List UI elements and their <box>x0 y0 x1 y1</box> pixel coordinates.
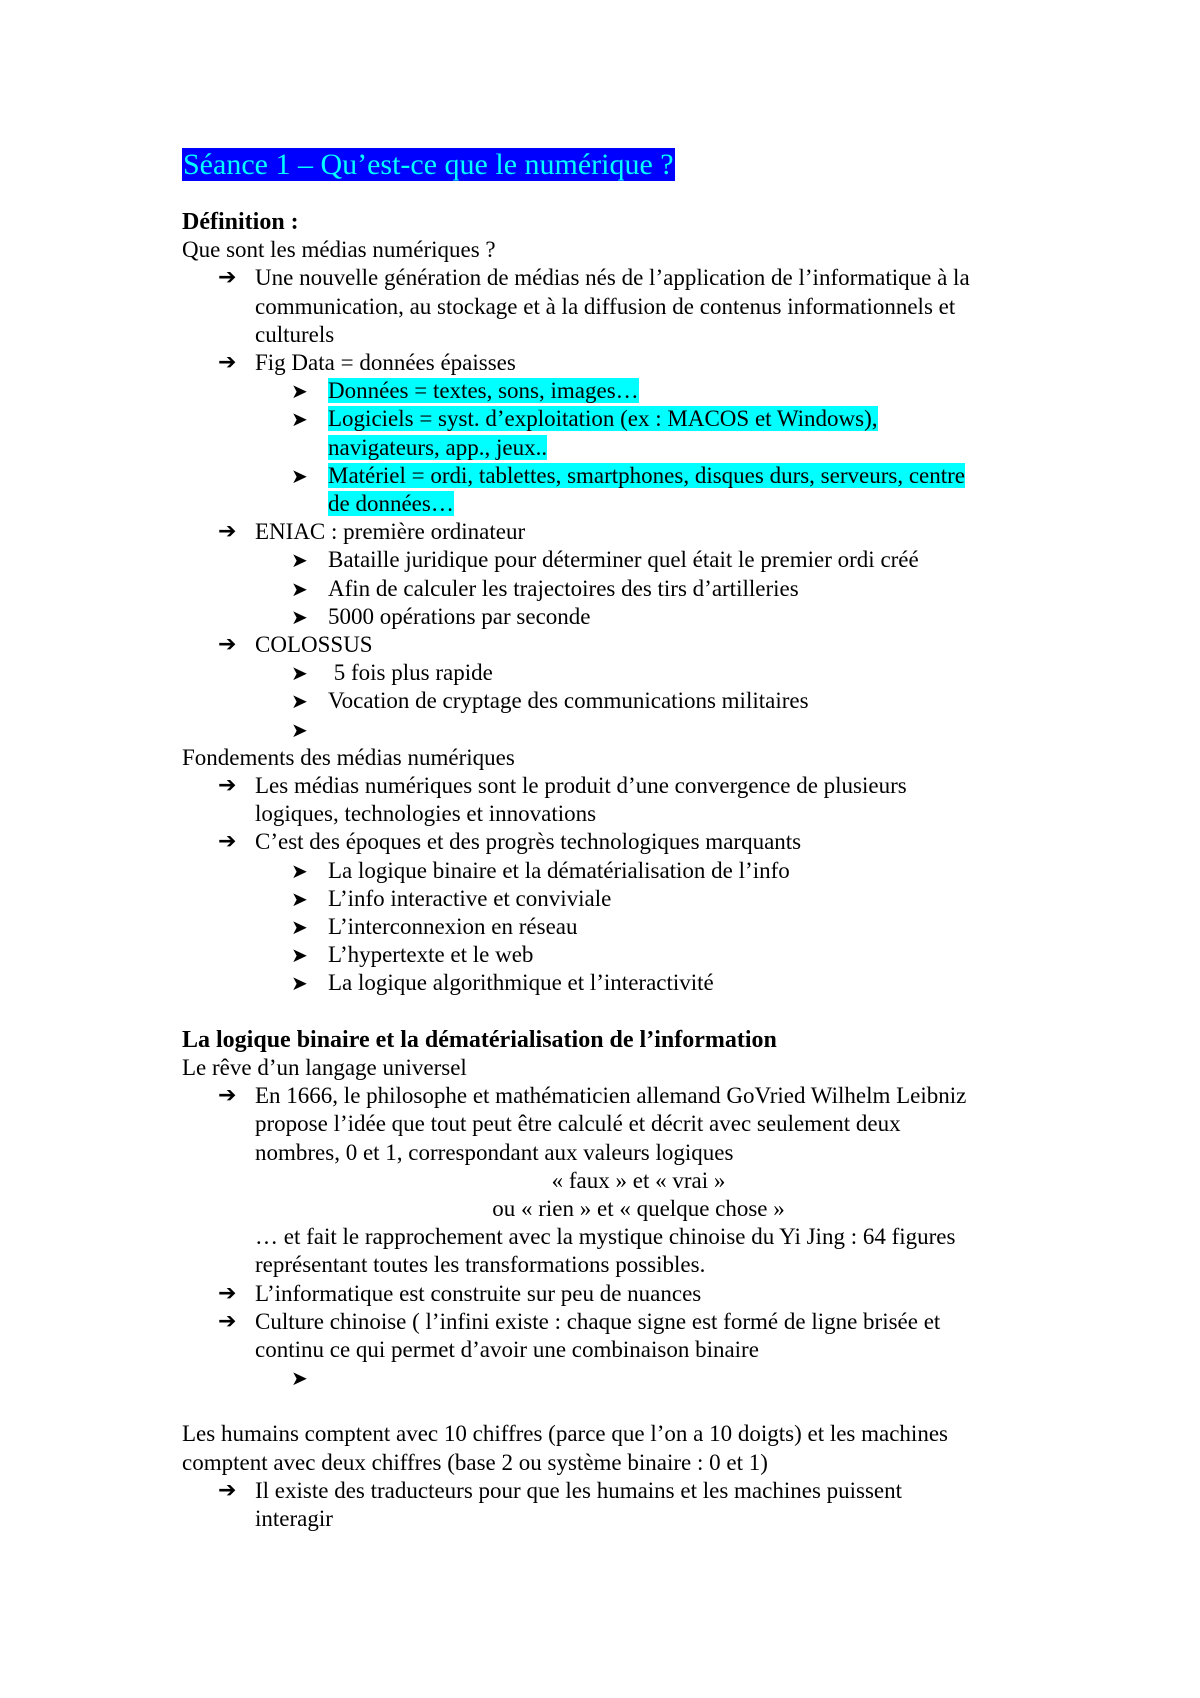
chevron-bullet-icon: ➤ <box>291 661 308 686</box>
section-subtitle: Le rêve d’un langage universel <box>182 1054 467 1080</box>
chevron-bullet-icon: ➤ <box>291 717 308 742</box>
sub-bullet-item <box>182 913 1022 941</box>
bullet-arrow-item <box>182 1280 1022 1308</box>
bullet-text: Bataille juridique pour déterminer quel était le premier ordi créé <box>328 547 919 573</box>
chevron-bullet-icon: ➤ <box>291 604 308 629</box>
right-arrow-icon: ➔ <box>218 829 237 855</box>
bullet-continuation: nombres, 0 et 1, correspondant aux valeurs logiques <box>255 1139 734 1165</box>
highlighted-text: Données = textes, sons, images… <box>328 378 639 404</box>
right-arrow-icon: ➔ <box>218 632 237 658</box>
bullet-continuation: culturels <box>255 321 335 347</box>
section-subtitle: Fondements des médias numériques <box>182 744 515 770</box>
bullet-text: La logique binaire et la dématérialisation de l’info <box>328 857 790 883</box>
highlighted-text: Logiciels = syst. d’exploitation (ex : MACOS et Windows), <box>328 406 878 432</box>
bullet-text: Culture chinoise ( l’infini existe : chaque signe est formé de ligne brisée et <box>255 1308 941 1334</box>
right-arrow-icon: ➔ <box>218 1280 237 1306</box>
sub-bullet-item <box>182 377 1022 405</box>
right-arrow-icon: ➔ <box>218 1477 237 1503</box>
bullet-continuation: communication, au stockage et à la diffusion de contenus informationnels et <box>255 293 956 319</box>
bullet-text: Fig Data = données épaisses <box>255 350 516 376</box>
chevron-bullet-icon: ➤ <box>291 379 308 404</box>
chevron-bullet-icon: ➤ <box>291 548 308 573</box>
chevron-bullet-icon: ➤ <box>291 886 308 911</box>
bullet-text: ENIAC : première ordinateur <box>255 519 526 545</box>
sub-bullet-continuation <box>182 490 1022 518</box>
sub-bullet-item-empty <box>182 716 1022 744</box>
bullet-text: COLOSSUS <box>255 632 373 658</box>
chevron-bullet-icon: ➤ <box>291 1366 308 1391</box>
page-title <box>182 146 1022 184</box>
sub-bullet-item <box>182 603 1022 631</box>
bullet-arrow-item <box>182 349 1022 377</box>
right-arrow-icon: ➔ <box>218 350 237 376</box>
sub-bullet-item <box>182 969 1022 997</box>
sub-bullet-item <box>182 885 1022 913</box>
highlighted-text: de données… <box>328 491 454 517</box>
bullet-text: 5000 opérations par seconde <box>328 603 591 629</box>
centered-line: ou « rien » et « quelque chose » <box>492 1195 785 1221</box>
centered-line: « faux » et « vrai » <box>551 1167 726 1193</box>
bullet-text: En 1666, le philosophe et mathématicien allemand GoVried Wilhelm Leibniz <box>255 1083 967 1109</box>
bullet-arrow-item <box>182 264 1022 292</box>
sub-bullet-item <box>182 941 1022 969</box>
chevron-bullet-icon: ➤ <box>291 463 308 488</box>
sub-bullet-item <box>182 546 1022 574</box>
sub-bullet-continuation <box>182 434 1022 462</box>
bullet-arrow-item <box>182 772 1022 800</box>
question-line: Que sont les médias numériques ? <box>182 237 496 263</box>
chevron-bullet-icon: ➤ <box>291 689 308 714</box>
bullet-continuation: représentant toutes les transformations possibles. <box>255 1252 706 1278</box>
sub-bullet-item <box>182 462 1022 490</box>
bullet-text: Une nouvelle génération de médias nés de l’application de l’informatique à la <box>255 265 970 291</box>
right-arrow-icon: ➔ <box>218 265 237 291</box>
bullet-arrow-item <box>182 1477 1022 1505</box>
bullet-text: La logique algorithmique et l’interactivité <box>328 970 714 996</box>
document-page <box>182 146 1022 1533</box>
bullet-text: L’hypertexte et le web <box>328 942 534 968</box>
paragraph-line: comptent avec deux chiffres (base 2 ou système binaire : 0 et 1) <box>182 1449 768 1475</box>
bullet-text: L’informatique est construite sur peu de nuances <box>255 1280 702 1306</box>
bullet-arrow-item <box>182 1308 1022 1336</box>
sub-bullet-item <box>182 405 1022 433</box>
sub-bullet-item <box>182 659 1022 687</box>
bullet-text: Afin de calculer les trajectoires des tirs d’artilleries <box>328 575 799 601</box>
bullet-text: Il existe des traducteurs pour que les humains et les machines puissent <box>255 1477 903 1503</box>
definition-heading: Définition : <box>182 209 299 235</box>
bullet-continuation: … et fait le rapprochement avec la mystique chinoise du Yi Jing : 64 figures <box>255 1224 956 1250</box>
bullet-continuation: propose l’idée que tout peut être calculé et décrit avec seulement deux <box>255 1111 901 1137</box>
bullet-continuation: continu ce qui permet d’avoir une combinaison binaire <box>255 1336 759 1362</box>
bullet-arrow-item <box>182 518 1022 546</box>
bullet-text: Les médias numériques sont le produit d’une convergence de plusieurs <box>255 773 907 799</box>
sub-bullet-item-empty <box>182 1364 1022 1392</box>
right-arrow-icon: ➔ <box>218 519 237 545</box>
chevron-bullet-icon: ➤ <box>291 943 308 968</box>
page-title-text: Séance 1 – Qu’est-ce que le numérique ? <box>183 148 674 181</box>
paragraph-line: Les humains comptent avec 10 chiffres (parce que l’on a 10 doigts) et les machines <box>182 1421 948 1447</box>
chevron-bullet-icon: ➤ <box>291 576 308 601</box>
sub-bullet-item <box>182 687 1022 715</box>
chevron-bullet-icon: ➤ <box>291 858 308 883</box>
right-arrow-icon: ➔ <box>218 1083 237 1109</box>
highlighted-text: Matériel = ordi, tablettes, smartphones, disques durs, serveurs, centre <box>328 462 965 488</box>
chevron-bullet-icon: ➤ <box>291 915 308 940</box>
right-arrow-icon: ➔ <box>218 773 237 799</box>
spacer <box>182 1392 1022 1420</box>
right-arrow-icon: ➔ <box>218 1308 237 1334</box>
sub-bullet-item <box>182 857 1022 885</box>
bullet-arrow-item <box>182 828 1022 856</box>
bullet-text: L’info interactive et conviviale <box>328 885 612 911</box>
highlighted-text: navigateurs, app., jeux.. <box>328 434 548 460</box>
bullet-arrow-item <box>182 631 1022 659</box>
chevron-bullet-icon: ➤ <box>291 971 308 996</box>
sub-bullet-item <box>182 575 1022 603</box>
bullet-arrow-item <box>182 1082 1022 1110</box>
section-heading: La logique binaire et la dématérialisation de l’information <box>182 1026 777 1053</box>
bullet-text: C’est des époques et des progrès technologiques marquants <box>255 829 802 855</box>
chevron-bullet-icon: ➤ <box>291 407 308 432</box>
bullet-continuation: interagir <box>255 1505 333 1531</box>
bullet-continuation: logiques, technologies et innovations <box>255 801 597 827</box>
bullet-text: Vocation de cryptage des communications militaires <box>328 688 809 714</box>
bullet-text: L’interconnexion en réseau <box>328 914 578 940</box>
bullet-text: 5 fois plus rapide <box>328 660 493 686</box>
